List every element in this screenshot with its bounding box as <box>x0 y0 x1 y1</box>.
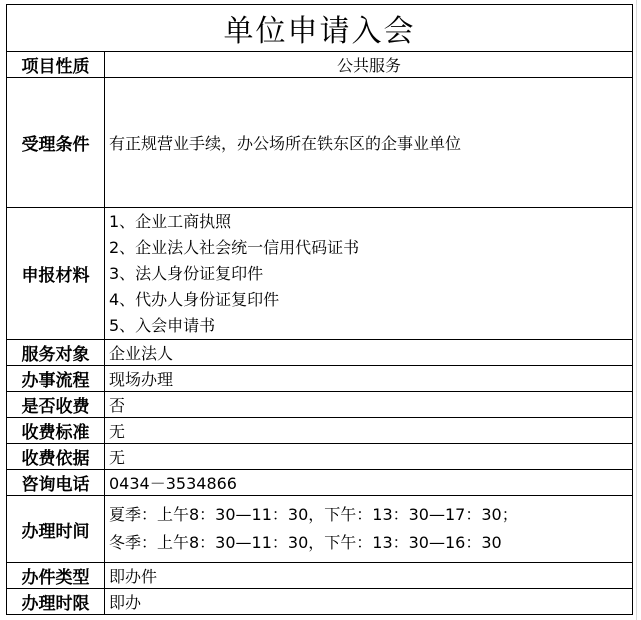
materials-list-item: 5、入会申请书 <box>109 315 216 335</box>
value-time-limit: 即办 <box>109 593 142 612</box>
value-process: 现场办理 <box>109 370 174 389</box>
materials-list-item: 1、企业工商执照 <box>109 211 232 231</box>
label-fee: 是否收费 <box>21 397 90 417</box>
materials-list-item: 3、法人身份证复印件 <box>109 263 264 283</box>
value-fee-standard: 无 <box>109 422 126 441</box>
label-fee-standard: 收费标准 <box>21 423 90 443</box>
office-hours-winter: 冬季：上午8：30—11：30，下午：13：30—16：30 <box>109 533 502 552</box>
value-project-nature: 公共服务 <box>336 56 401 75</box>
label-phone: 咨询电话 <box>21 475 90 495</box>
form-title: 单位申请入会 <box>223 13 416 49</box>
value-acceptance-conditions: 有正规营业手续，办公场所在铁东区的企事业单位 <box>109 134 462 153</box>
materials-list-item: 4、代办人身份证复印件 <box>109 289 280 309</box>
label-materials: 申报材料 <box>21 266 90 286</box>
label-acceptance-conditions: 受理条件 <box>21 135 90 155</box>
label-fee-basis: 收费依据 <box>21 449 90 469</box>
value-fee-basis: 无 <box>109 448 126 467</box>
materials-list <box>109 208 629 339</box>
office-hours-summer: 夏季：上午8：30—11：30，下午：13：30—17：30； <box>109 505 518 524</box>
sheet-gridline <box>636 0 637 620</box>
table-border-bottom <box>6 614 633 615</box>
label-service-target: 服务对象 <box>21 345 90 365</box>
column-divider <box>104 51 105 615</box>
value-phone: 0434－3534866 <box>109 474 237 493</box>
office-hours <box>109 496 629 562</box>
label-process: 办事流程 <box>21 371 90 391</box>
value-case-type: 即办件 <box>109 567 158 586</box>
materials-list-item: 2、企业法人社会统一信用代码证书 <box>109 237 360 257</box>
table-border-right <box>632 4 633 615</box>
label-time-limit: 办理时限 <box>21 594 90 614</box>
label-project-nature: 项目性质 <box>21 57 90 77</box>
label-case-type: 办件类型 <box>21 568 90 588</box>
value-service-target: 企业法人 <box>109 344 174 363</box>
label-office-hours: 办理时间 <box>21 521 90 542</box>
value-fee: 否 <box>109 396 126 415</box>
